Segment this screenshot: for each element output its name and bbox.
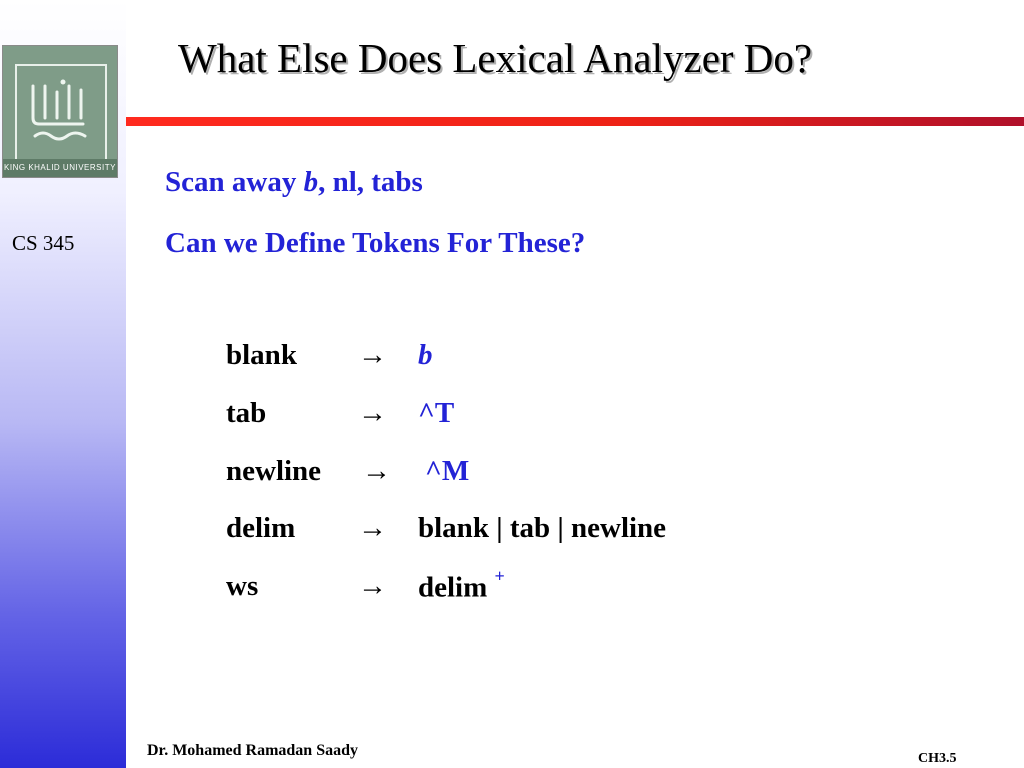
sidebar — [0, 0, 126, 768]
def-name-ws: ws — [226, 570, 259, 602]
footer-page-number: CH3.5 — [918, 751, 957, 766]
course-code: CS 345 — [12, 231, 75, 255]
slide-title: What Else Does Lexical Analyzer Do? — [178, 35, 813, 81]
scan-away-line — [165, 166, 423, 199]
def-arrow-delim: → — [358, 512, 387, 544]
def-name-delim: delim — [226, 512, 296, 544]
def-value-ws-text: delim — [418, 571, 488, 604]
def-value-ws-sup: + — [494, 566, 505, 586]
def-arrow-newline: → — [362, 455, 391, 487]
def-value-blank-text: b — [418, 339, 433, 371]
define-tokens-question: Can we Define Tokens For These? — [165, 227, 586, 259]
def-arrow-tab: → — [358, 397, 387, 429]
arabic-calligraphy-icon — [23, 78, 97, 148]
footer-author: Dr. Mohamed Ramadan Saady — [147, 742, 358, 759]
university-logo — [2, 45, 118, 178]
def-value-newline: ^M — [425, 455, 470, 487]
def-name-newline: newline — [226, 455, 322, 487]
def-value-tab: ^T — [418, 397, 455, 429]
def-value-blank — [418, 339, 433, 372]
def-arrow-blank: → — [358, 339, 387, 371]
def-value-delim: blank | tab | newline — [418, 512, 667, 544]
scan-away-suffix: , nl, tabs — [318, 166, 423, 198]
scan-away-italic: b — [303, 166, 319, 198]
def-arrow-ws: → — [358, 570, 387, 602]
logo-band-text: KING KHALID UNIVERSITY — [3, 159, 117, 177]
def-name-blank: blank — [226, 339, 297, 371]
title-divider — [126, 117, 1024, 126]
def-name-tab: tab — [226, 397, 267, 429]
def-value-ws — [418, 566, 505, 605]
scan-away-prefix: Scan away — [165, 166, 297, 198]
